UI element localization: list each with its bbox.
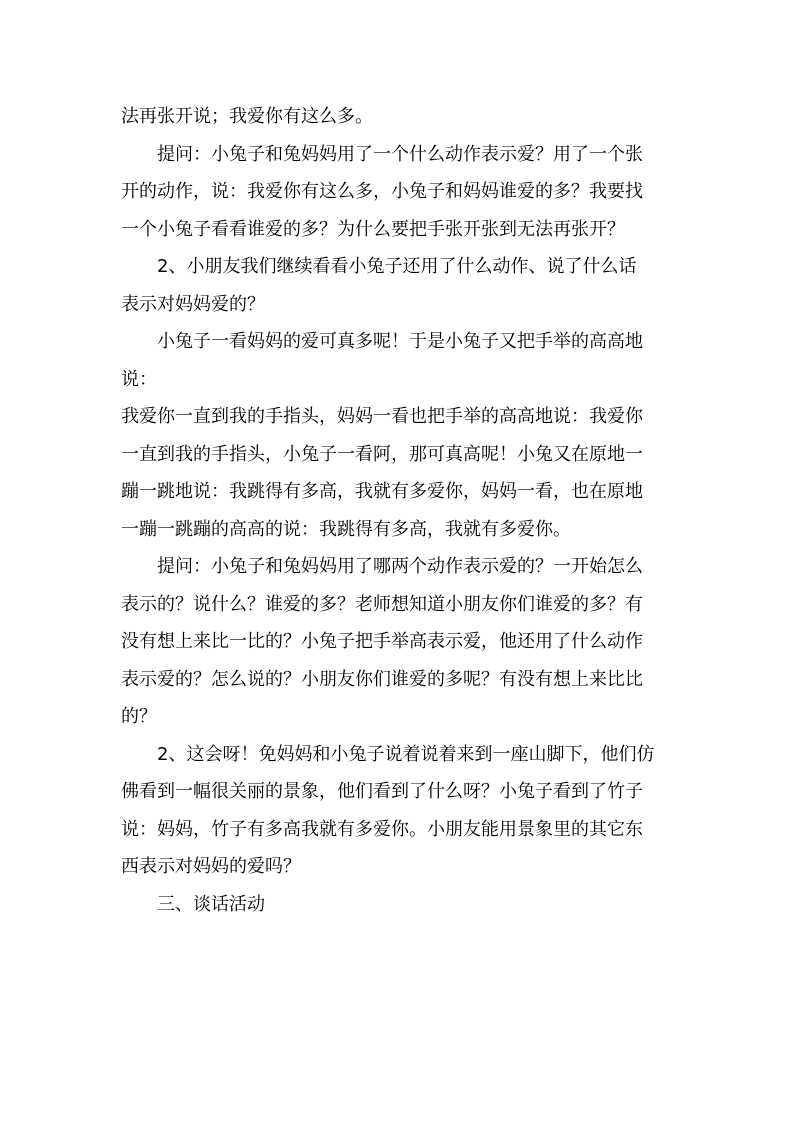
paragraph-3 xyxy=(121,248,681,323)
text-line: 我爱你一直到我的手指头，妈妈一看也把手举的高高地说：我爱你 xyxy=(121,406,643,427)
text-line: 没有想上来比一比的？小兔子把手举高表示爱，他还用了什么动作 xyxy=(121,631,643,652)
text-line: 佛看到一幅很关丽的景象，他们看到了什么呀？小兔子看到了竹子 xyxy=(121,781,643,802)
text-line: 提问：小兔子和兔妈妈用了哪两个动作表示爱的？一开始怎么 xyxy=(157,556,643,577)
text-line: 表示爱的？怎么说的？小朋友你们谁爱的多呢？有没有想上来比比 xyxy=(121,668,643,690)
text-line: 表示的？说什么？谁爱的多？老师想知道小朋友你们谁爱的多？有 xyxy=(121,593,643,615)
paragraph-2 xyxy=(121,136,681,249)
text-line: 法再张开说；我爱你有这么多。 xyxy=(121,106,373,127)
text-line: 的？ xyxy=(121,706,157,727)
section-heading-text: 三、谈话活动 xyxy=(157,893,265,915)
paragraph-1 xyxy=(121,98,681,136)
paragraph-7 xyxy=(121,736,681,886)
text-line: 2、这会呀！免妈妈和小兔子说着说着来到一座山脚下，他们仿 xyxy=(157,743,655,765)
text-line: 2、小朋友我们继续看看小兔子还用了什么动作、说了什么话 xyxy=(157,256,637,277)
text-line: 说： xyxy=(121,368,157,390)
document-body xyxy=(121,98,681,923)
text-line: 提问：小兔子和兔妈妈用了一个什么动作表示爱？用了一个张 xyxy=(157,143,643,165)
text-line: 一直到我的手指头，小兔子一看阿，那可真高呢！小兔又在原地一 xyxy=(121,443,643,465)
text-line: 小兔子一看妈妈的爱可真多呢！于是小兔子又把手举的高高地 xyxy=(157,331,643,352)
paragraph-6 xyxy=(121,548,681,736)
section-heading xyxy=(121,886,681,924)
text-line: 西表示对妈妈的爱吗？ xyxy=(121,856,301,877)
text-line: 一个小兔子看看谁爱的多？为什么要把手张开张到无法再张开？ xyxy=(121,218,625,240)
text-line: 开的动作，说：我爱你有这么多，小兔子和妈妈谁爱的多？我要找 xyxy=(121,181,643,202)
text-line: 一蹦一跳蹦的高高的说：我跳得有多高，我就有多爱你。 xyxy=(121,518,571,540)
text-line: 说：妈妈，竹子有多高我就有多爱你。小朋友能用景象里的其它东 xyxy=(121,818,643,840)
paragraph-5 xyxy=(121,398,681,548)
paragraph-4 xyxy=(121,323,681,398)
text-line: 表示对妈妈爱的？ xyxy=(121,293,265,315)
text-line: 蹦一跳地说：我跳得有多高，我就有多爱你，妈妈一看，也在原地 xyxy=(121,481,643,502)
